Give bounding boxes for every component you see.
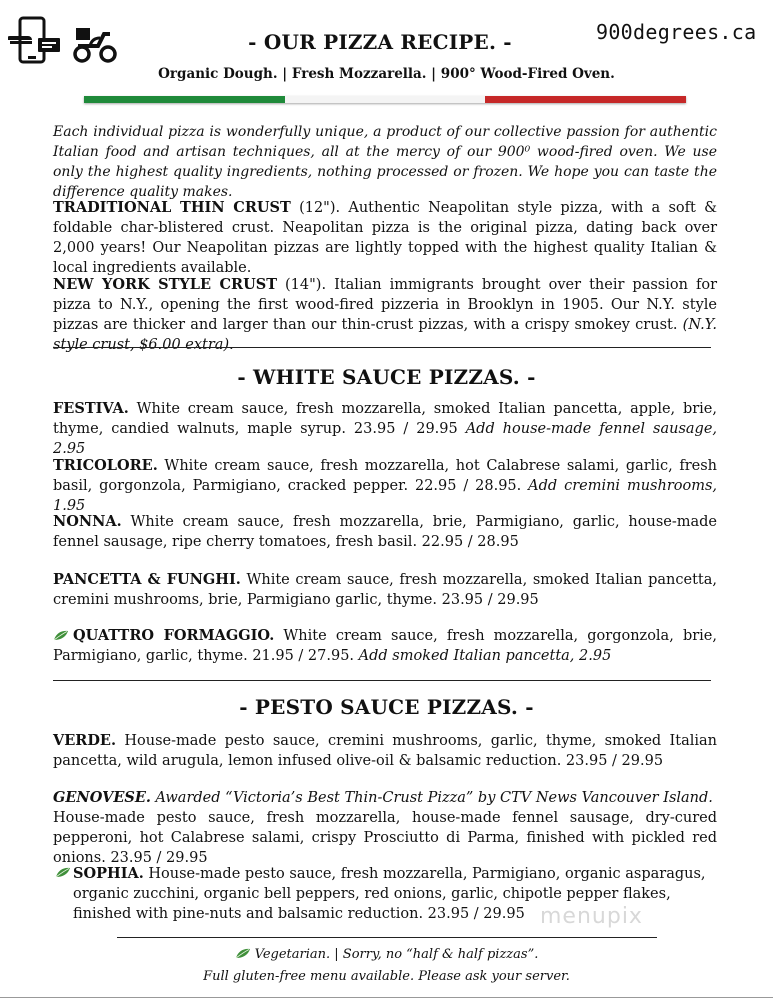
item-desc: House-made pesto sauce, cremini mushrooms, garlic, thyme, smoked Italian pancetta, wild arugula, lemon infused olive-oil & balsamic reduction.	[53, 733, 717, 769]
item-desc: House-made pesto sauce, fresh mozzarella, house-made fennel sausage, dry-cured pepperoni, hot Calabrese salami, crispy Prosciutto di Parma, finished with pickled red onions.	[53, 810, 717, 866]
item-desc: White cream sauce, fresh mozzarella, smoked Italian pancetta, apple, brie, thyme, candied walnuts, maple syrup.	[53, 401, 717, 437]
item-addon: Add house-made fennel sausage, 2.95	[53, 421, 718, 457]
item-addon: Add smoked Italian pancetta, 2.95	[354, 648, 612, 664]
delivery-scooter-icon	[72, 24, 118, 64]
item-body	[53, 808, 717, 868]
item-price: 23.95 / 29.95	[427, 906, 525, 922]
menu-item	[53, 788, 717, 868]
item-name: VERDE.	[53, 732, 117, 749]
crust-size: (12").	[290, 200, 341, 216]
crust-desc: Authentic Neapolitan style pizza, with a soft & foldable char-blistered crust. Neapolitan pizza is the original pizza, dating back over 2,000 years! Our Neapolitan pizzas are lightly topped with the highest quality Italian & local ingredients available.	[53, 200, 717, 276]
crust-name: NEW YORK STYLE CRUST	[53, 276, 277, 293]
item-price: 23.95 / 29.95	[110, 850, 208, 866]
item-price: 22.95 / 28.95	[421, 534, 519, 550]
italian-flag-bar	[84, 96, 686, 103]
menu-item	[53, 456, 717, 516]
item-name: FESTIVA.	[53, 400, 129, 417]
bottom-edge-line	[0, 997, 773, 998]
divider-2	[53, 680, 711, 681]
page-title: - OUR PIZZA RECIPE. -	[248, 30, 512, 54]
item-name: NONNA.	[53, 513, 122, 530]
item-award: Awarded “Victoria’s Best Thin-Crust Pizza” by CTV News Vancouver Island.	[150, 790, 713, 806]
item-price: 23.95 / 29.95	[565, 753, 664, 769]
page-subtitle: Organic Dough. | Fresh Mozzarella. | 900° Wood-Fired Oven.	[158, 66, 615, 82]
section-title-white: - WHITE SAUCE PIZZAS. -	[237, 365, 536, 389]
crust-newyork	[53, 275, 717, 355]
header-icons	[8, 14, 118, 72]
section-title-pesto: - PESTO SAUCE PIZZAS. -	[239, 695, 534, 719]
flag-white	[285, 96, 486, 103]
item-desc: White cream sauce, fresh mozzarella, gorgonzola, brie, Parmigiano, garlic, thyme.	[53, 628, 717, 664]
crust-name: TRADITIONAL THIN CRUST	[53, 199, 291, 216]
footer-gf-note: Full gluten-free menu available. Please ask your server.	[203, 969, 570, 984]
item-desc: White cream sauce, fresh mozzarella, smoked Italian pancetta, cremini mushrooms, brie, Parmigiano garlic, thyme.	[53, 572, 717, 608]
menu-item	[53, 399, 717, 459]
item-desc: White cream sauce, fresh mozzarella, hot Calabrese salami, garlic, fresh basil, gorgonzola, Parmigiano, cracked pepper.	[53, 458, 717, 494]
mobile-order-icon	[8, 14, 62, 72]
watermark: menupix	[540, 904, 643, 929]
menu-item	[53, 626, 717, 666]
item-price: 23.95 / 29.95	[353, 421, 458, 437]
item-price: 23.95 / 29.95	[441, 592, 539, 608]
item-price: 22.95 / 28.95.	[414, 478, 522, 494]
crust-size: (14").	[277, 277, 327, 293]
menu-item	[53, 570, 717, 610]
item-award-line	[53, 788, 717, 808]
item-desc: House-made pesto sauce, fresh mozzarella, Parmigiano, organic asparagus, organic zucchini, organic bell peppers, red onions, garlic, chipotle pepper flakes, finished with pine-nuts and balsamic reduction.	[73, 866, 706, 922]
item-name: TRICOLORE.	[53, 457, 158, 474]
item-price: 21.95 / 27.95.	[252, 648, 355, 664]
flag-green	[84, 96, 285, 103]
crust-desc: Italian immigrants brought over their passion for pizza to N.Y., opening the first wood-fired pizzeria in Brooklyn in 1905. Our N.Y. style pizzas are thicker and larger than our thin-crust pizzas, with a crispy smokey crust.	[53, 277, 718, 333]
item-name: GENOVESE.	[53, 789, 151, 806]
crust-thin	[53, 198, 717, 278]
divider-3	[117, 937, 657, 938]
vegetarian-leaf-icon	[55, 867, 71, 878]
flag-red	[485, 96, 686, 103]
divider-1	[53, 347, 711, 348]
crust-note: (N.Y. style crust, $6.00 extra).	[53, 317, 717, 353]
veg-note-text: Vegetarian. | Sorry, no “half & half pizzas”.	[254, 947, 539, 962]
item-name: PANCETTA & FUNGHI.	[53, 571, 241, 588]
footer-veg-note	[0, 947, 773, 962]
website-url: 900degrees.ca	[596, 20, 757, 44]
menu-item	[53, 512, 717, 552]
item-name: SOPHIA.	[73, 865, 144, 882]
item-addon: Add cremini mushrooms, 1.95	[53, 478, 718, 514]
intro-paragraph: Each individual pizza is wonderfully unique, a product of our collective passion for authentic Italian food and artisan techniques, all at the mercy of our 900⁰ wood-fired oven. We use only the highest quality ingredients, nothing processed or frozen. We hope you can taste the difference quality makes.	[53, 124, 717, 200]
vegetarian-leaf-icon	[235, 948, 251, 959]
menu-item	[53, 731, 717, 771]
item-name: QUATTRO FORMAGGIO.	[73, 627, 275, 644]
vegetarian-leaf-icon	[53, 630, 69, 641]
item-desc: White cream sauce, fresh mozzarella, brie, Parmigiano, garlic, house-made fennel sausage, ripe cherry tomatoes, fresh basil.	[53, 514, 717, 550]
